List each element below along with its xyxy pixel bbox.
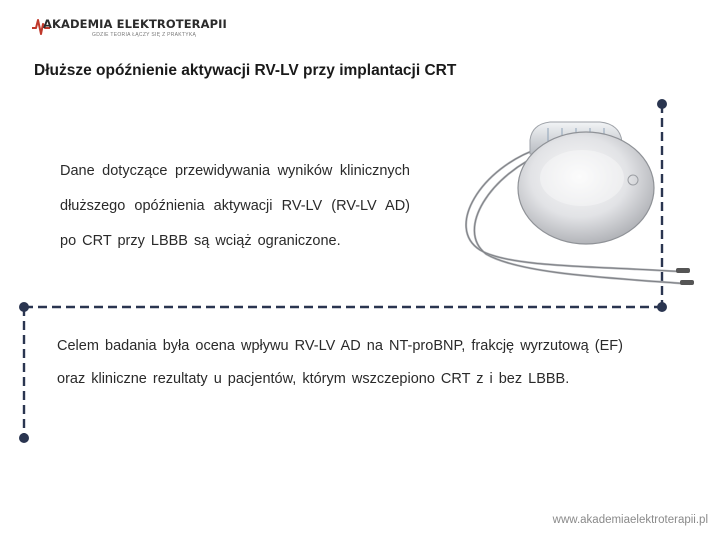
slide-title: Dłuższe opóźnienie aktywacji RV-LV przy implantacji CRT	[34, 62, 457, 79]
frame-dot	[19, 433, 29, 443]
frame-dot	[657, 99, 667, 109]
pacemaker-image	[450, 118, 700, 288]
logo-name: AKADEMIA ELEKTROTERAPII	[43, 17, 227, 31]
footer-url[interactable]: www.akademiaelektroterapii.pl	[552, 514, 708, 526]
frame-dot	[19, 302, 29, 312]
logo-tagline: GDZIE TEORIA ŁĄCZY SIĘ Z PRAKTYKĄ	[92, 32, 197, 38]
frame-dot	[657, 302, 667, 312]
paragraph-background: Dane dotyczące przewidywania wyników klinicznych dłuższego opóźnienia aktywacji RV-LV (RV-LV AD) po CRT przy LBBB są wciąż ograniczone.	[60, 163, 410, 249]
paragraph-aim: Celem badania była ocena wpływu RV-LV AD na NT-proBNP, frakcję wyrzutową (EF) oraz kliniczne rezultaty u pacjentów, którym wszczepiono CRT z i bez LBBB.	[57, 338, 623, 387]
